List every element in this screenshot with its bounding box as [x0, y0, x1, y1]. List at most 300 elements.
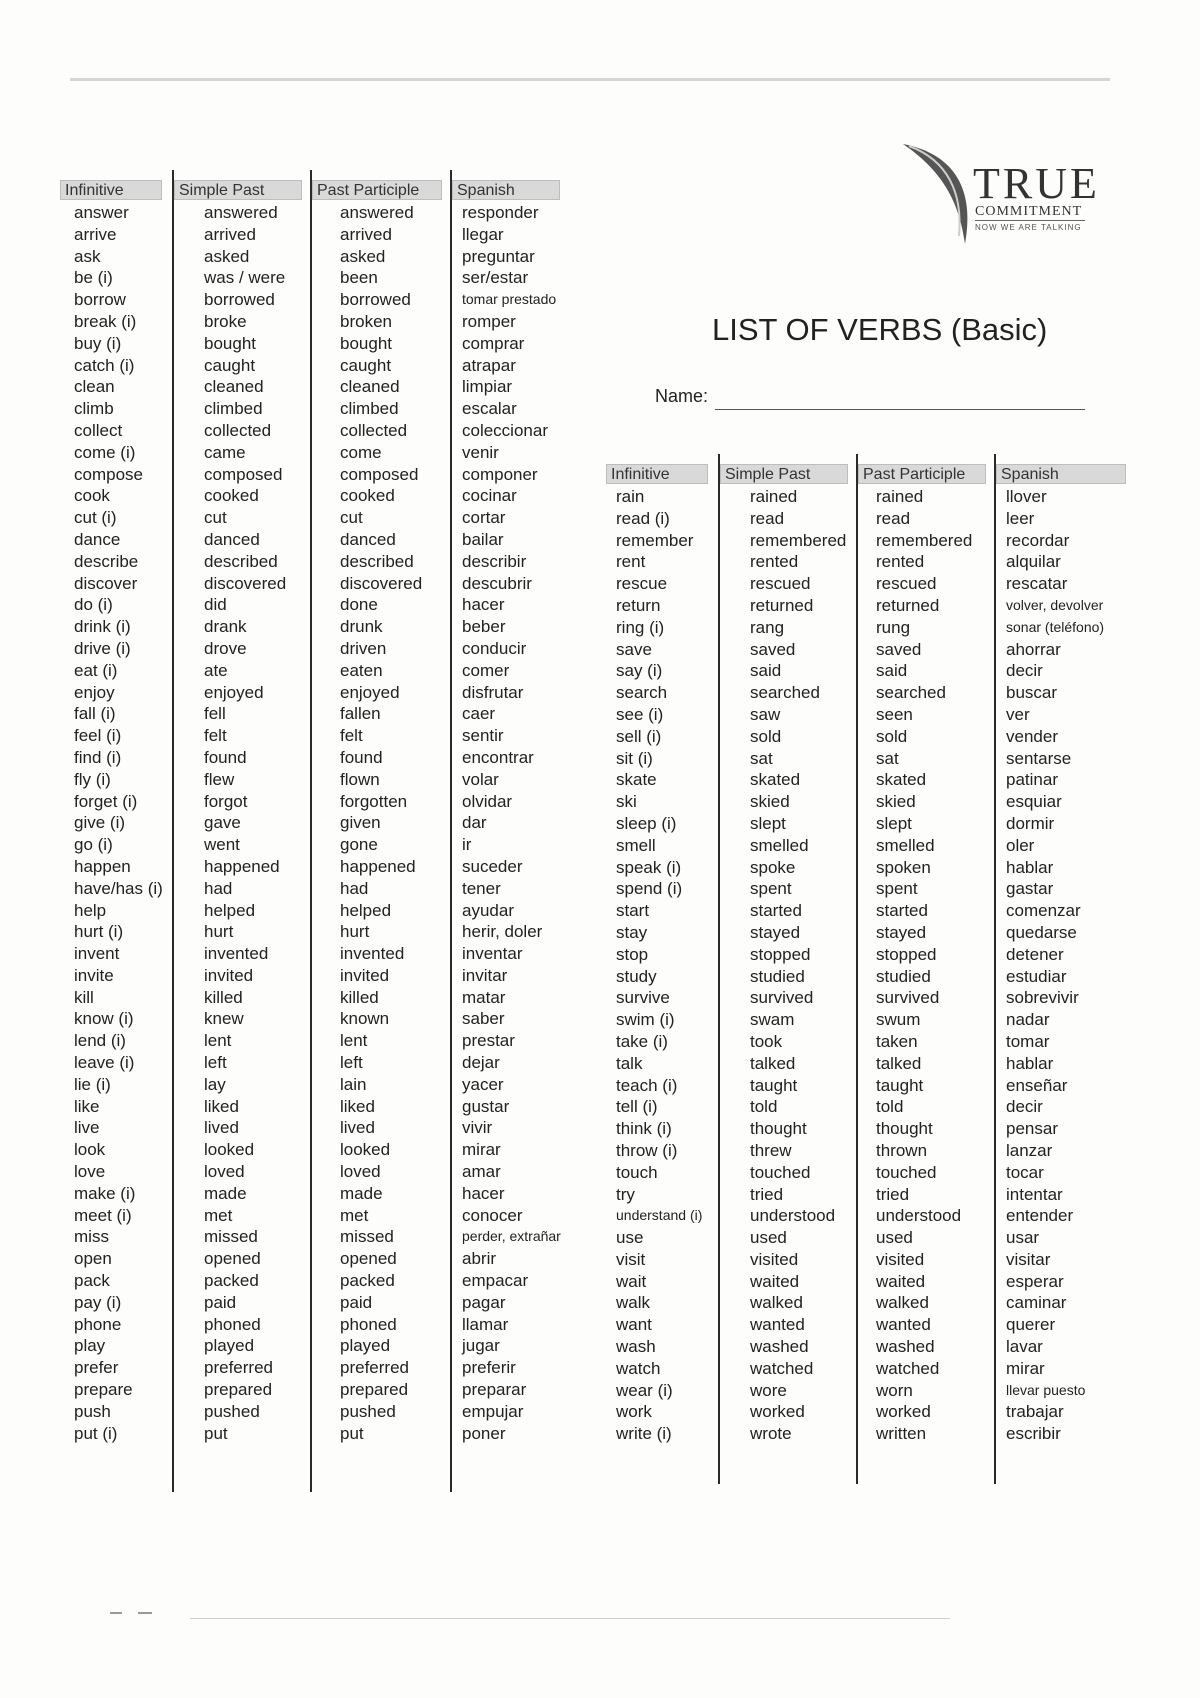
- table-cell: cook: [74, 486, 110, 506]
- table-cell: rent: [616, 552, 646, 572]
- table-cell: visit: [616, 1249, 646, 1269]
- table-cell: remembered: [750, 530, 847, 550]
- table-cell: pensar: [1006, 1119, 1058, 1139]
- table-cell: told: [876, 1097, 904, 1117]
- table-cell: answered: [340, 203, 414, 222]
- table-cell: liked: [340, 1096, 375, 1116]
- column-simple-past: [172, 170, 312, 1492]
- table-cell: touch: [616, 1162, 658, 1182]
- table-cell: told: [750, 1097, 778, 1117]
- table-cell: herir, doler: [462, 922, 543, 942]
- table-cell: hacer: [462, 595, 505, 615]
- table-cell: hurt (i): [74, 922, 124, 942]
- table-cell: lent: [204, 1031, 232, 1051]
- table-cell: slept: [750, 813, 786, 833]
- table-cell: felt: [204, 726, 227, 746]
- table-cell: sentir: [462, 726, 504, 746]
- table-cell: forgot: [204, 791, 248, 811]
- table-cell: answer: [74, 203, 129, 222]
- table-cell: ir: [462, 835, 472, 855]
- table-cell: played: [340, 1336, 391, 1356]
- table-cell: wanted: [876, 1315, 931, 1335]
- table-cell: stop: [616, 944, 649, 964]
- table-cell: lanzar: [1006, 1140, 1053, 1160]
- table-cell: understand (i): [616, 1207, 703, 1224]
- table-cell: ate: [204, 660, 228, 680]
- table-cell: swim (i): [616, 1010, 675, 1030]
- table-cell: smelled: [876, 835, 935, 855]
- table-cell: opened: [340, 1249, 397, 1269]
- table-cell: rained: [876, 487, 924, 506]
- table-cell: touched: [750, 1162, 811, 1182]
- table-cell: cooked: [204, 486, 259, 506]
- name-field-line[interactable]: [715, 409, 1085, 410]
- table-cell: bought: [204, 333, 256, 353]
- table-cell: met: [204, 1205, 233, 1225]
- table-cell: lived: [340, 1118, 375, 1138]
- table-cell: tell (i): [616, 1097, 658, 1117]
- column-header: Past Participle: [858, 464, 986, 484]
- table-cell: drove: [204, 638, 247, 658]
- table-cell: caer: [462, 704, 496, 724]
- table-cell: empacar: [462, 1271, 529, 1291]
- table-cell: miss: [74, 1227, 109, 1247]
- table-cell: understood: [750, 1206, 836, 1226]
- table-cell: alquilar: [1006, 552, 1061, 572]
- column-past-participle: [856, 454, 996, 1484]
- table-cell: smell: [616, 835, 656, 855]
- table-cell: made: [340, 1183, 383, 1203]
- table-cell: rescued: [876, 574, 937, 594]
- table-cell: yacer: [462, 1074, 504, 1094]
- table-cell: met: [340, 1205, 369, 1225]
- table-cell: looked: [340, 1140, 391, 1160]
- table-cell: nadar: [1006, 1010, 1050, 1030]
- table-cell: composed: [204, 464, 283, 484]
- table-cell: tried: [876, 1184, 910, 1204]
- table-cell: wanted: [750, 1315, 805, 1335]
- table-cell: borrowed: [204, 290, 275, 310]
- table-cell: taught: [876, 1075, 924, 1095]
- table-cell: ring (i): [616, 617, 665, 637]
- table-cell: comprar: [462, 333, 525, 353]
- table-cell: started: [876, 901, 928, 921]
- column-simple-past: [718, 454, 858, 1484]
- table-cell: came: [204, 442, 246, 462]
- table-cell: hurt: [204, 922, 234, 942]
- table-cell: wait: [616, 1271, 647, 1291]
- table-cell: spoken: [876, 857, 931, 877]
- table-cell: arrive: [74, 224, 117, 244]
- table-cell: ask: [74, 246, 101, 266]
- table-cell: dejar: [462, 1053, 500, 1073]
- table-cell: sold: [750, 726, 782, 746]
- table-cell: prepare: [74, 1380, 133, 1400]
- table-cell: paid: [340, 1292, 373, 1312]
- table-cell: gave: [204, 813, 241, 833]
- table-cell: wore: [750, 1380, 787, 1400]
- table-cell: want: [616, 1315, 652, 1335]
- table-cell: asked: [204, 246, 250, 266]
- table-cell: invented: [340, 944, 405, 964]
- table-cell: bought: [340, 333, 392, 353]
- table-cell: was / were: [204, 268, 286, 288]
- table-cell: smelled: [750, 835, 809, 855]
- table-cell: vivir: [462, 1118, 493, 1138]
- table-cell: spent: [750, 879, 792, 899]
- table-cell: catch (i): [74, 355, 135, 375]
- table-cell: responder: [462, 203, 539, 222]
- table-cell: vender: [1006, 726, 1058, 746]
- table-cell: dormir: [1006, 813, 1055, 833]
- table-cell: pagar: [462, 1292, 506, 1312]
- table-cell: happen: [74, 856, 131, 876]
- table-cell: understood: [876, 1206, 962, 1226]
- table-cell: knew: [204, 1009, 244, 1029]
- table-cell: slept: [876, 813, 912, 833]
- table-cell: lay: [204, 1074, 226, 1094]
- table-cell: lived: [204, 1118, 239, 1138]
- table-cell: taught: [750, 1075, 798, 1095]
- table-cell: recordar: [1006, 530, 1070, 550]
- table-cell: oler: [1006, 835, 1035, 855]
- table-cell: think (i): [616, 1119, 672, 1139]
- table-cell: prepared: [204, 1380, 273, 1400]
- table-cell: preguntar: [462, 246, 535, 266]
- table-cell: descubrir: [462, 573, 532, 593]
- table-cell: asked: [340, 246, 386, 266]
- table-cell: take (i): [616, 1031, 668, 1051]
- table-cell: wash: [616, 1337, 656, 1357]
- table-cell: gustar: [462, 1096, 510, 1116]
- table-cell: composed: [340, 464, 419, 484]
- table-cell: describe: [74, 551, 139, 571]
- table-cell: rang: [750, 617, 785, 637]
- table-cell: played: [204, 1336, 255, 1356]
- table-cell: venir: [462, 442, 499, 462]
- table-cell: driven: [340, 638, 387, 658]
- table-cell: do (i): [74, 595, 113, 615]
- table-cell: helped: [340, 900, 392, 920]
- table-cell: opened: [204, 1249, 261, 1269]
- table-cell: skate: [616, 770, 657, 790]
- column-infinitive: [60, 170, 172, 1492]
- table-cell: beber: [462, 617, 506, 637]
- table-cell: hablar: [1006, 857, 1054, 877]
- table-cell: spent: [876, 879, 918, 899]
- table-cell: danced: [204, 529, 260, 549]
- table-cell: thought: [876, 1119, 933, 1139]
- table-cell: felt: [340, 726, 363, 746]
- table-cell: try: [616, 1184, 635, 1204]
- table-cell: jugar: [462, 1336, 500, 1356]
- table-cell: give (i): [74, 813, 126, 833]
- table-cell: hurt: [340, 922, 370, 942]
- table-cell: skated: [750, 770, 801, 790]
- table-cell: discovered: [204, 573, 287, 593]
- table-cell: mirar: [1006, 1358, 1045, 1378]
- table-cell: cut: [340, 508, 363, 528]
- table-cell: killed: [340, 987, 379, 1007]
- table-cell: swam: [750, 1010, 795, 1030]
- table-cell: invented: [204, 944, 269, 964]
- table-cell: sat: [750, 748, 773, 768]
- table-cell: intentar: [1006, 1184, 1063, 1204]
- table-cell: rented: [750, 552, 799, 572]
- column-infinitive: [606, 454, 718, 1484]
- table-cell: read (i): [616, 508, 670, 528]
- table-cell: enjoyed: [340, 682, 400, 702]
- table-cell: sit (i): [616, 748, 653, 768]
- column-cells: [462, 202, 561, 1444]
- table-cell: flown: [340, 769, 380, 789]
- column-spanish: [450, 170, 570, 1492]
- swoosh-icon: [895, 140, 985, 250]
- table-cell: eat (i): [74, 660, 118, 680]
- table-cell: perder, extrañar: [462, 1228, 561, 1245]
- table-cell: forget (i): [74, 791, 138, 811]
- table-cell: saved: [876, 639, 922, 659]
- table-cell: looked: [204, 1140, 255, 1160]
- table-cell: poner: [462, 1423, 506, 1443]
- column-cells: [74, 202, 163, 1444]
- column-header: Past Participle: [312, 180, 442, 200]
- table-cell: cut (i): [74, 508, 117, 528]
- table-cell: entender: [1006, 1206, 1074, 1226]
- logo-subtitle: COMMITMENT: [975, 204, 1083, 219]
- table-cell: fell: [204, 704, 226, 724]
- table-cell: found: [340, 747, 383, 767]
- table-cell: studied: [876, 966, 931, 986]
- table-cell: worn: [876, 1380, 913, 1400]
- table-cell: done: [340, 595, 378, 615]
- table-cell: start: [616, 901, 650, 921]
- logo: [895, 140, 1115, 250]
- table-cell: gastar: [1006, 879, 1054, 899]
- scan-edge-bottom: [190, 1618, 950, 1619]
- table-cell: said: [876, 661, 908, 681]
- table-cell: gone: [340, 835, 378, 855]
- table-cell: amar: [462, 1162, 501, 1182]
- column-header: Infinitive: [60, 180, 162, 200]
- column-cells: [1006, 486, 1104, 1445]
- table-cell: preferir: [462, 1358, 516, 1378]
- table-cell: come: [340, 442, 382, 462]
- table-cell: meet (i): [74, 1205, 132, 1225]
- table-cell: phoned: [204, 1314, 261, 1334]
- table-cell: cut: [204, 508, 227, 528]
- table-cell: collected: [340, 420, 408, 440]
- table-cell: pack: [74, 1271, 110, 1291]
- table-cell: washed: [876, 1337, 935, 1357]
- table-cell: clean: [74, 377, 115, 397]
- table-cell: remembered: [876, 530, 973, 550]
- table-cell: wrote: [750, 1424, 792, 1444]
- table-cell: forgotten: [340, 791, 408, 811]
- column-cells: [616, 486, 702, 1445]
- table-cell: worked: [750, 1402, 805, 1422]
- table-cell: collect: [74, 420, 123, 440]
- table-cell: sleep (i): [616, 813, 677, 833]
- table-cell: stayed: [750, 922, 801, 942]
- table-cell: survive: [616, 988, 670, 1008]
- table-cell: arrived: [204, 224, 256, 244]
- table-cell: stayed: [876, 922, 927, 942]
- table-cell: known: [340, 1009, 390, 1029]
- table-cell: flew: [204, 769, 235, 789]
- table-cell: go (i): [74, 835, 113, 855]
- table-cell: enjoy: [74, 682, 115, 702]
- table-cell: sell (i): [616, 726, 662, 746]
- table-cell: happened: [340, 856, 416, 876]
- table-cell: eaten: [340, 660, 383, 680]
- table-cell: search: [616, 683, 668, 703]
- table-cell: lent: [340, 1031, 368, 1051]
- table-cell: see (i): [616, 704, 664, 724]
- table-cell: bailar: [462, 529, 504, 549]
- table-cell: left: [204, 1053, 227, 1073]
- table-cell: visited: [750, 1249, 799, 1269]
- table-cell: make (i): [74, 1183, 136, 1203]
- table-cell: loved: [204, 1162, 245, 1182]
- table-cell: disfrutar: [462, 682, 524, 702]
- table-cell: wear (i): [616, 1380, 673, 1400]
- table-cell: compose: [74, 464, 143, 484]
- table-cell: preparar: [462, 1380, 527, 1400]
- table-cell: took: [750, 1031, 783, 1051]
- table-cell: empujar: [462, 1401, 524, 1421]
- table-cell: cocinar: [462, 486, 517, 506]
- table-cell: packed: [340, 1271, 395, 1291]
- table-cell: skied: [750, 792, 790, 812]
- table-cell: throw (i): [616, 1140, 678, 1160]
- table-cell: cleaned: [340, 377, 400, 397]
- table-cell: drive (i): [74, 638, 131, 658]
- table-cell: spend (i): [616, 879, 683, 899]
- table-cell: llevar puesto: [1006, 1381, 1086, 1398]
- table-cell: rescued: [750, 574, 811, 594]
- table-cell: stopped: [876, 944, 937, 964]
- table-cell: dance: [74, 529, 121, 549]
- table-cell: play: [74, 1336, 106, 1356]
- table-cell: save: [616, 639, 652, 659]
- table-cell: abrir: [462, 1249, 497, 1269]
- table-cell: visited: [876, 1249, 925, 1269]
- table-cell: like: [74, 1096, 100, 1116]
- table-cell: help: [74, 900, 107, 920]
- table-cell: rescue: [616, 574, 668, 594]
- table-cell: be (i): [74, 268, 113, 288]
- table-cell: saber: [462, 1009, 505, 1029]
- table-cell: leave (i): [74, 1053, 135, 1073]
- table-cell: thrown: [876, 1140, 928, 1160]
- table-cell: discovered: [340, 573, 423, 593]
- table-cell: went: [204, 835, 240, 855]
- table-cell: spoke: [750, 857, 796, 877]
- table-cell: invite: [74, 965, 114, 985]
- column-cells: [876, 486, 972, 1445]
- table-cell: liked: [204, 1096, 239, 1116]
- table-cell: llamar: [462, 1314, 509, 1334]
- table-cell: made: [204, 1183, 247, 1203]
- table-cell: collected: [204, 420, 272, 440]
- table-cell: caught: [204, 355, 256, 375]
- column-cells: [340, 202, 422, 1444]
- table-cell: write (i): [616, 1424, 672, 1444]
- table-cell: escalar: [462, 399, 517, 419]
- column-header: Spanish: [452, 180, 560, 200]
- table-cell: trabajar: [1006, 1402, 1064, 1422]
- table-cell: ser/estar: [462, 268, 529, 288]
- table-cell: teach (i): [616, 1075, 678, 1095]
- table-cell: patinar: [1006, 770, 1058, 790]
- column-header: Spanish: [996, 464, 1126, 484]
- table-cell: happened: [204, 856, 280, 876]
- table-cell: had: [204, 878, 233, 898]
- table-cell: tried: [750, 1184, 784, 1204]
- table-cell: had: [340, 878, 369, 898]
- table-cell: worked: [876, 1402, 931, 1422]
- table-cell: swum: [876, 1010, 921, 1030]
- table-cell: atrapar: [462, 355, 516, 375]
- table-cell: cleaned: [204, 377, 264, 397]
- table-cell: pushed: [204, 1401, 260, 1421]
- table-cell: return: [616, 595, 661, 615]
- table-cell: lavar: [1006, 1337, 1043, 1357]
- table-cell: answered: [204, 203, 278, 222]
- table-cell: walked: [750, 1293, 803, 1313]
- table-cell: drank: [204, 617, 247, 637]
- table-cell: find (i): [74, 747, 122, 767]
- table-cell: inventar: [462, 944, 523, 964]
- table-cell: say (i): [616, 661, 663, 681]
- table-cell: pay (i): [74, 1292, 122, 1312]
- column-header: Simple Past: [174, 180, 302, 200]
- table-cell: prefer: [74, 1358, 119, 1378]
- table-cell: remember: [616, 530, 694, 550]
- table-cell: buscar: [1006, 683, 1058, 703]
- column-header: Infinitive: [606, 464, 708, 484]
- table-cell: missed: [340, 1227, 394, 1247]
- table-cell: broke: [204, 311, 247, 331]
- table-cell: rain: [616, 487, 645, 506]
- table-cell: climb: [74, 399, 114, 419]
- table-cell: seen: [876, 704, 913, 724]
- table-cell: volver, devolver: [1006, 596, 1104, 613]
- table-cell: lain: [340, 1074, 367, 1094]
- table-cell: phone: [74, 1314, 122, 1334]
- table-cell: stay: [616, 922, 648, 942]
- table-cell: prestar: [462, 1031, 515, 1051]
- column-header: Simple Past: [720, 464, 848, 484]
- table-cell: taken: [876, 1031, 918, 1051]
- table-cell: searched: [876, 683, 946, 703]
- table-cell: returned: [750, 595, 814, 615]
- table-cell: helped: [204, 900, 256, 920]
- table-cell: waited: [876, 1271, 926, 1291]
- table-cell: suceder: [462, 856, 523, 876]
- table-cell: preferred: [340, 1358, 409, 1378]
- table-cell: rescatar: [1006, 574, 1068, 594]
- table-cell: tocar: [1006, 1162, 1044, 1182]
- table-cell: talked: [876, 1053, 922, 1073]
- table-cell: coleccionar: [462, 420, 548, 440]
- table-cell: hacer: [462, 1183, 505, 1203]
- table-cell: put (i): [74, 1423, 118, 1443]
- table-cell: visitar: [1006, 1249, 1051, 1269]
- table-cell: tener: [462, 878, 501, 898]
- table-cell: saw: [750, 704, 781, 724]
